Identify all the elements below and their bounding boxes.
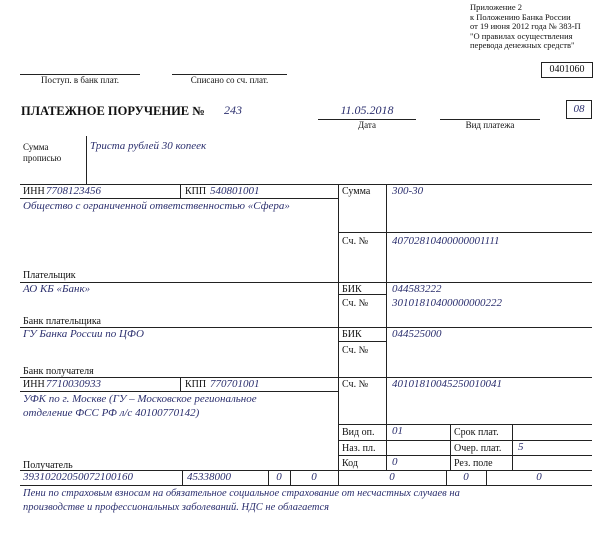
sum-value: 300-30 <box>392 185 424 197</box>
grid-line <box>20 485 592 486</box>
grid-line <box>338 440 592 441</box>
grid-line <box>338 424 592 425</box>
appendix-line: к Положению Банка России <box>470 11 571 22</box>
payee-label: Получатель <box>23 460 73 471</box>
payer-kpp-label: КПП <box>185 186 207 197</box>
grid-line <box>180 377 181 391</box>
amount-words-label: прописью <box>23 153 62 163</box>
grid-line <box>20 184 592 185</box>
payment-purpose-line2: производстве и профессиональных заболеваний. НДС не облагается <box>23 502 330 513</box>
payee-account: 40101810045250010041 <box>392 378 502 390</box>
payee-bank-label: Банк получателя <box>23 366 94 377</box>
payee-kpp-label: КПП <box>185 379 207 390</box>
grid-line <box>386 184 387 470</box>
grid-line <box>338 455 592 456</box>
appendix-line: Приложение 2 <box>470 2 522 12</box>
code-value: 0 <box>392 456 398 468</box>
payer-bank-bik: 044583222 <box>392 283 442 295</box>
reserve-label: Рез. поле <box>454 458 493 469</box>
purpose-code-label: Наз. пл. <box>342 443 376 454</box>
payer-label: Плательщик <box>23 270 76 281</box>
grid-line <box>512 424 513 470</box>
debited-label: Списано со сч. плат. <box>190 75 269 85</box>
payer-inn-label: ИНН <box>23 186 45 197</box>
budget-field: 0 <box>311 471 317 483</box>
payer-account-label: Сч. № <box>342 236 369 247</box>
payment-type-label: Вид платежа <box>465 120 515 130</box>
form-code: 0401060 <box>549 64 585 75</box>
payer-bank-corr-account: 30101810400000000222 <box>392 297 502 309</box>
grid-line <box>20 391 338 392</box>
payee-bank-name: ГУ Банка России по ЦФО <box>23 328 144 340</box>
budget-field: 0 <box>276 471 282 483</box>
payment-purpose-line1: Пени по страховым взносам на обязательное социальное страхование от несчастных случаев на <box>23 488 460 499</box>
payer-bank-label: Банк плательщика <box>23 316 101 327</box>
page-title: ПЛАТЕЖНОЕ ПОРУЧЕНИЕ № <box>21 104 205 118</box>
payer-bank-bik-label: БИК <box>342 284 362 295</box>
payer-bank-corr-label: Сч. № <box>342 298 369 309</box>
order-date: 11.05.2018 <box>340 103 394 117</box>
budget-oktmo: 45338000 <box>187 471 231 483</box>
due-date-label: Срок плат. <box>454 427 499 438</box>
budget-field: 0 <box>463 471 469 483</box>
code-label: Код <box>342 458 358 469</box>
priority-label: Очер. плат. <box>454 443 502 454</box>
budget-field: 0 <box>389 471 395 483</box>
order-number: 243 <box>224 103 242 117</box>
status-code: 08 <box>573 103 585 115</box>
priority: 5 <box>518 441 524 453</box>
appendix-note <box>470 3 581 51</box>
grid-line <box>338 184 339 470</box>
grid-line <box>20 198 338 199</box>
payee-kpp: 770701001 <box>210 378 260 390</box>
grid-line <box>20 377 592 378</box>
payee-bank-bik: 044525000 <box>392 328 442 340</box>
payee-account-label: Сч. № <box>342 379 369 390</box>
payee-name-line2: отделение ФСС РФ л/с 40100770142) <box>23 407 200 419</box>
appendix-line: от 19 июня 2012 года № 383-П <box>470 21 581 31</box>
payer-name: Общество с ограниченной ответственностью «Сфера» <box>23 200 290 212</box>
grid-line <box>182 470 183 485</box>
grid-line <box>20 282 592 283</box>
payee-bank-corr-label: Сч. № <box>342 345 369 356</box>
payer-bank-name: АО КБ «Банк» <box>23 283 91 295</box>
appendix-line: перевода денежных средств" <box>470 40 575 50</box>
date-label: Дата <box>358 120 376 130</box>
payee-bank-bik-label: БИК <box>342 329 362 340</box>
payer-account: 40702810400000001111 <box>392 235 500 247</box>
grid-line <box>338 232 592 233</box>
sum-label: Сумма <box>342 186 371 197</box>
grid-line <box>338 341 386 342</box>
budget-field: 0 <box>536 471 542 483</box>
grid-line <box>180 184 181 198</box>
appendix-line: "О правилах осуществления <box>470 30 573 41</box>
payee-inn-label: ИНН <box>23 379 45 390</box>
payer-inn: 7708123456 <box>46 185 101 197</box>
payee-inn: 7710030933 <box>46 378 101 390</box>
payee-name-line1: УФК по г. Москве (ГУ – Московское региональное <box>23 393 257 405</box>
budget-kbk: 39310202050072100160 <box>23 471 133 483</box>
payer-kpp: 540801001 <box>210 185 260 197</box>
divider <box>86 136 87 184</box>
grid-line <box>450 424 451 470</box>
op-type-label: Вид оп. <box>342 427 375 438</box>
op-type: 01 <box>392 425 403 437</box>
amount-words-label: Сумма <box>23 142 49 152</box>
amount-words: Триста рублей 30 копеек <box>90 140 207 152</box>
received-label: Поступ. в банк плат. <box>41 75 119 85</box>
